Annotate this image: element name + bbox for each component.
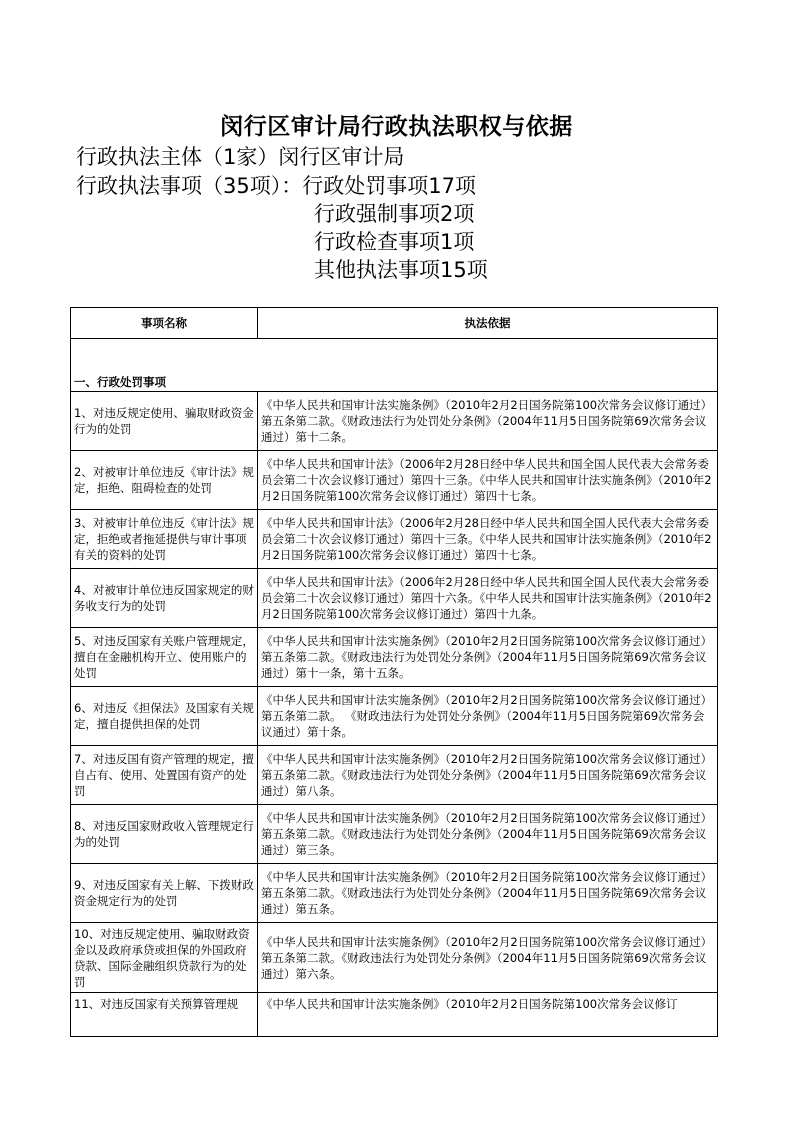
item-basis: 《中华人民共和国审计法实施条例》（2010年2月2日国务院第100次常务会议修订通过）第五条第二款。《财政违法行为处罚处分条例》（2004年11月5日国务院第69次常务会议通过）第五条。 [258, 864, 718, 923]
item-basis: 《中华人民共和国审计法》（2006年2月28日经中华人民共和国全国人民代表大会常务委员会第二十次会议修订通过）第四十六条。《中华人民共和国审计法实施条例》（2010年2月2日国务院第100次常务会议修订通过）第四十九条。 [258, 569, 718, 628]
item-basis: 《中华人民共和国审计法实施条例》（2010年2月2日国务院第100次常务会议修订通过）第五条第二款。《财政违法行为处罚处分条例》（2004年11月5日国务院第69次常务会议通过）第八条。 [258, 746, 718, 805]
item-name: 10、对违反规定使用、骗取财政资金以及政府承贷或担保的外国政府贷款、国际金融组织贷款行为的处罚 [71, 923, 258, 993]
item-name: 4、对被审计单位违反国家规定的财务收支行为的处罚 [71, 569, 258, 628]
table-row [71, 510, 718, 569]
powers-table [70, 307, 718, 1037]
item-name: 3、对被审计单位违反《审计法》规定，拒绝或者拖延提供与审计事项有关的资料的处罚 [71, 510, 258, 569]
table-row [71, 687, 718, 746]
item-name: 2、对被审计单位违反《审计法》规定，拒绝、阻碍检查的处罚 [71, 451, 258, 510]
enforcement-items-line: 行政执法事项（35项）：行政处罚事项17项 [76, 174, 476, 198]
item-name: 6、对违反《担保法》及国家有关规定，擅自提供担保的处罚 [71, 687, 258, 746]
table-row [71, 392, 718, 451]
page-title: 闵行区审计局行政执法职权与依据 [220, 114, 573, 140]
table-row [71, 805, 718, 864]
item-basis: 《中华人民共和国审计法实施条例》（2010年2月2日国务院第100次常务会议修订通过）第五条第二款。《财政违法行为处罚处分条例》（2004年11月5日国务院第69次常务会议通过）第三条。 [258, 805, 718, 864]
other-items-line: 其他执法事项15项 [314, 258, 488, 282]
inspection-items-line: 行政检查事项1项 [314, 230, 475, 254]
item-basis: 《中华人民共和国审计法实施条例》（2010年2月2日国务院第100次常务会议修订通过）第五条第二款。 《财政违法行为处罚处分条例》（2004年11月5日国务院第69次常务会议通过）第十条。 [258, 687, 718, 746]
item-name: 9、对违反国家有关上解、下拨财政资金规定行为的处罚 [71, 864, 258, 923]
table-header-row [71, 308, 718, 339]
item-basis: 《中华人民共和国审计法实施条例》（2010年2月2日国务院第100次常务会议修订通过）第五条第二款。《财政违法行为处罚处分条例》（2004年11月5日国务院第69次常务会议通过）第六条。 [258, 923, 718, 993]
coercion-items-line: 行政强制事项2项 [314, 202, 475, 226]
item-basis: 《中华人民共和国审计法实施条例》（2010年2月2日国务院第100次常务会议修订通过）第五条第二款。《财政违法行为处罚处分条例》（2004年11月5日国务院第69次常务会议通过）第十一条，第十五条。 [258, 628, 718, 687]
item-name: 5、对违反国家有关账户管理规定，擅自在金融机构开立、使用账户的处罚 [71, 628, 258, 687]
item-basis: 《中华人民共和国审计法实施条例》（2010年2月2日国务院第100次常务会议修订 [258, 993, 718, 1037]
item-basis: 《中华人民共和国审计法》（2006年2月28日经中华人民共和国全国人民代表大会常务委员会第二十次会议修订通过）第四十三条。《中华人民共和国审计法实施条例》（2010年2月2日国务院第100次常务会议修订通过）第四十七条。 [258, 510, 718, 569]
column-header-name: 事项名称 [71, 308, 258, 339]
item-name: 1、对违反规定使用、骗取财政资金行为的处罚 [71, 392, 258, 451]
table-row [71, 923, 718, 993]
table-row [71, 451, 718, 510]
section-title: 一、行政处罚事项 [71, 339, 718, 392]
item-name: 11、对违反国家有关预算管理规 [71, 993, 258, 1037]
item-basis: 《中华人民共和国审计法实施条例》（2010年2月2日国务院第100次常务会议修订通过）第五条第二款。《财政违法行为处罚处分条例》（2004年11月5日国务院第69次常务会议通过）第十二条。 [258, 392, 718, 451]
table-row [71, 628, 718, 687]
table-row [71, 746, 718, 805]
table-row [71, 569, 718, 628]
enforcement-subject-line: 行政执法主体（1家）闵行区审计局 [76, 145, 405, 169]
item-basis: 《中华人民共和国审计法》（2006年2月28日经中华人民共和国全国人民代表大会常务委员会第二十次会议修订通过）第四十三条。《中华人民共和国审计法实施条例》（2010年2月2日国务院第100次常务会议修订通过）第四十七条。 [258, 451, 718, 510]
column-header-basis: 执法依据 [258, 308, 718, 339]
section-row [71, 339, 718, 392]
item-name: 7、对违反国有资产管理的规定，擅自占有、使用、处置国有资产的处罚 [71, 746, 258, 805]
table-row [71, 993, 718, 1037]
table-row [71, 864, 718, 923]
item-name: 8、对违反国家财政收入管理规定行为的处罚 [71, 805, 258, 864]
